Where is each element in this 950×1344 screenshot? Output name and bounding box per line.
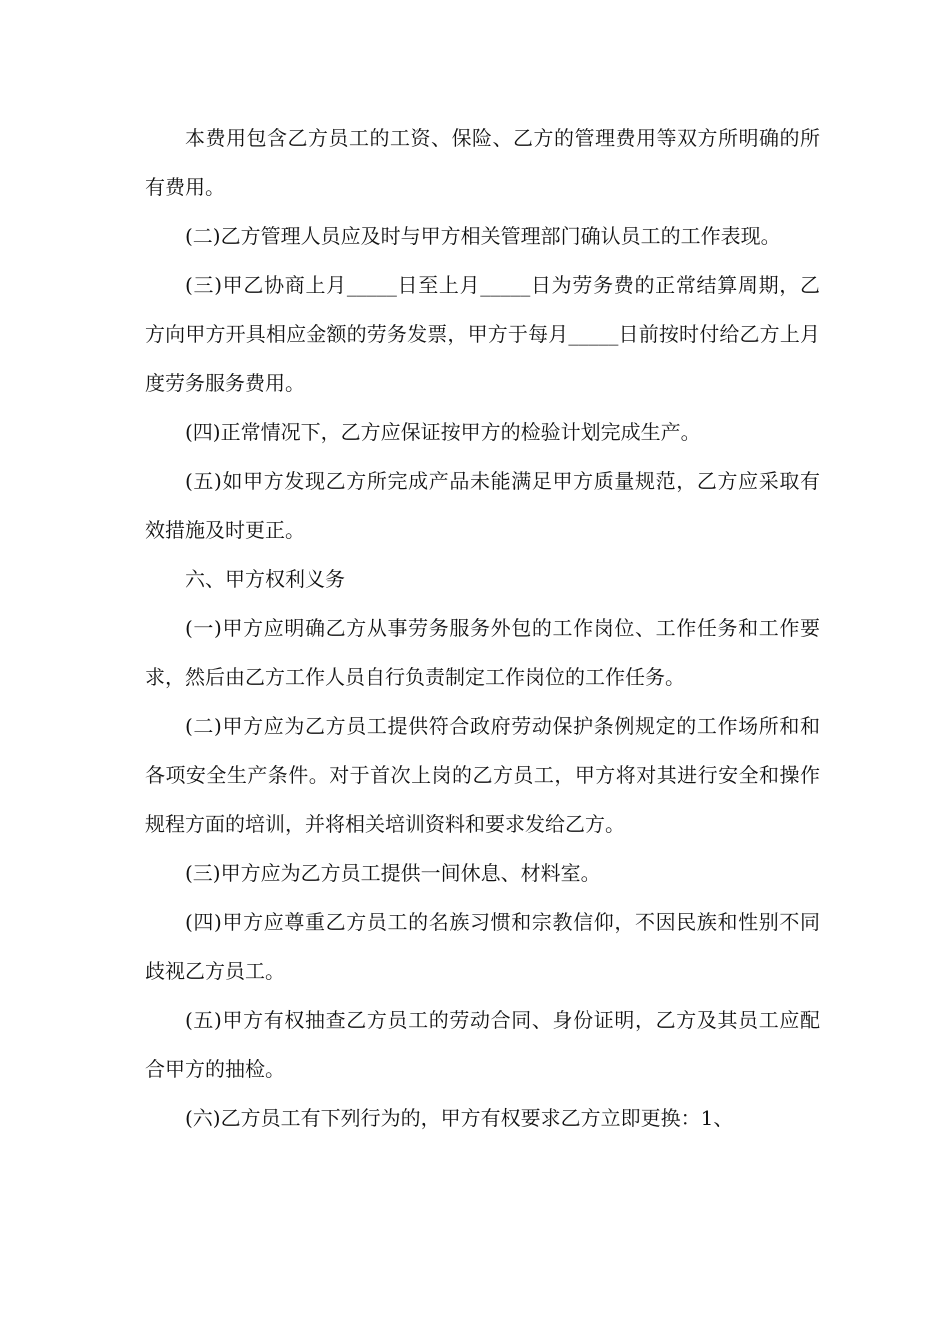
paragraph-a3-restroom: (三)甲方应为乙方员工提供一间休息、材料室。 [185,861,601,885]
paragraph-fee-scope: 本费用包含乙方员工的工资、保险、乙方的管理费用等双方所明确的所有费用。 [145,126,820,199]
document-body [145,114,820,1143]
paragraph-4-production: (四)正常情况下，乙方应保证按甲方的检验计划完成生产。 [185,420,701,444]
paragraph-a4-respect: (四)甲方应尊重乙方员工的名族习惯和宗教信仰，不因民族和性别不同歧视乙方员工。 [145,910,820,983]
paragraph-3-settlement: (三)甲乙协商上月_____日至上月_____日为劳务费的正常结算周期，乙方向甲方开具相应金额的劳务发票，甲方于每月_____日前按时付给乙方上月度劳务服务费用。 [145,273,820,395]
paragraph-a6-replacement: (六)乙方员工有下列行为的，甲方有权要求乙方立即更换：1、 [185,1106,734,1130]
section-heading-party-a-rights: 六、甲方权利义务 [185,567,345,591]
paragraph-a5-inspection: (五)甲方有权抽查乙方员工的劳动合同、身份证明，乙方及其员工应配合甲方的抽检。 [145,1008,820,1081]
paragraph-5-quality: (五)如甲方发现乙方所完成产品未能满足甲方质量规范，乙方应采取有效措施及时更正。 [145,469,820,542]
paragraph-a1-positions: (一)甲方应明确乙方从事劳务服务外包的工作岗位、工作任务和工作要求，然后由乙方工作人员自行负责制定工作岗位的工作任务。 [145,616,820,689]
paragraph-2-performance: (二)乙方管理人员应及时与甲方相关管理部门确认员工的工作表现。 [185,224,781,248]
paragraph-a2-workplace: (二)甲方应为乙方员工提供符合政府劳动保护条例规定的工作场所和和各项安全生产条件。对于首次上岗的乙方员工，甲方将对其进行安全和操作规程方面的培训，并将相关培训资料和要求发给乙方。 [145,714,820,836]
